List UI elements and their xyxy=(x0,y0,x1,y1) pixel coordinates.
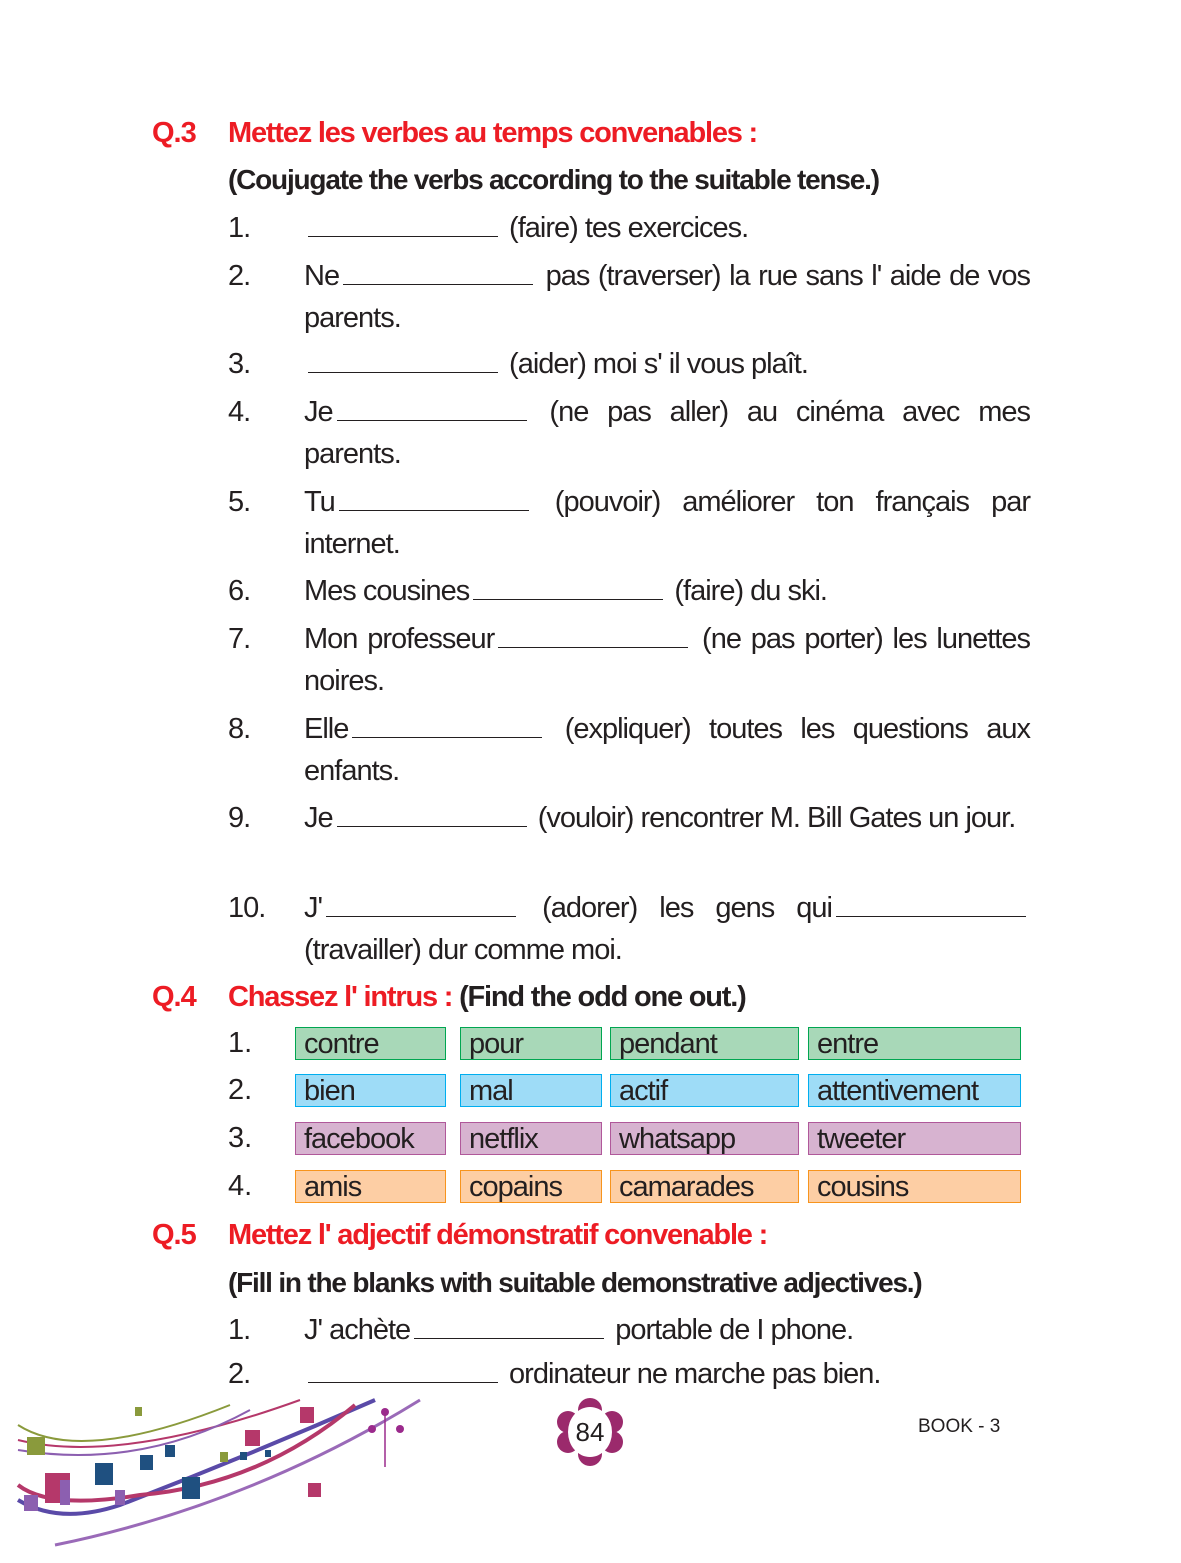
word-option[interactable]: facebook xyxy=(295,1122,446,1155)
exercise-item xyxy=(228,1309,1030,1351)
row-number: 4. xyxy=(228,1170,253,1202)
exercise-item xyxy=(228,391,1030,475)
item-text-part: (ne pas aller) au cinéma avec mes parents. xyxy=(304,396,1030,470)
item-text-part: Je xyxy=(304,802,333,834)
word-option[interactable]: copains xyxy=(460,1170,602,1203)
item-text xyxy=(304,797,1030,839)
item-number: 1. xyxy=(228,1314,251,1346)
word-option[interactable]: contre xyxy=(295,1027,446,1060)
word-option[interactable]: amis xyxy=(295,1170,446,1203)
answer-blank[interactable] xyxy=(836,892,1026,917)
item-number: 3. xyxy=(228,348,251,380)
answer-blank[interactable] xyxy=(337,802,527,827)
answer-blank[interactable] xyxy=(352,713,542,738)
item-number: 9. xyxy=(228,802,251,834)
q4-number: Q.4 xyxy=(152,981,196,1013)
word-option[interactable]: mal xyxy=(460,1074,602,1107)
item-text-part: (expliquer) toutes les questions aux enfants. xyxy=(304,713,1030,787)
answer-blank[interactable] xyxy=(308,1358,498,1383)
item-text xyxy=(304,343,1030,385)
word-option[interactable]: actif xyxy=(610,1074,799,1107)
word-option[interactable]: pour xyxy=(460,1027,602,1060)
item-text-part: ordinateur ne marche pas bien. xyxy=(502,1358,881,1390)
row-number: 3. xyxy=(228,1122,253,1154)
exercise-item xyxy=(228,207,1030,249)
item-text-part: Elle xyxy=(304,713,349,745)
item-text-part: (faire) tes exercices. xyxy=(502,212,749,244)
exercise-item xyxy=(228,708,1030,792)
answer-blank[interactable] xyxy=(343,260,533,285)
item-number: 5. xyxy=(228,486,251,518)
exercise-item xyxy=(228,618,1030,702)
answer-blank[interactable] xyxy=(339,486,529,511)
item-text-part: (vouloir) rencontrer M. Bill Gates un jour. xyxy=(530,802,1016,834)
item-text-part: J' achète xyxy=(304,1314,411,1346)
answer-blank[interactable] xyxy=(308,348,498,373)
word-option[interactable]: tweeter xyxy=(808,1122,1021,1155)
item-text xyxy=(304,481,1030,565)
exercise-item xyxy=(228,570,1030,612)
word-option[interactable]: camarades xyxy=(610,1170,799,1203)
word-option[interactable]: entre xyxy=(808,1027,1021,1060)
item-number: 2. xyxy=(228,1358,251,1390)
q3-number: Q.3 xyxy=(152,117,196,149)
item-number: 8. xyxy=(228,713,251,745)
q4-title xyxy=(228,979,746,1015)
item-text-part: (adorer) les gens qui xyxy=(520,892,832,924)
answer-blank[interactable] xyxy=(473,575,663,600)
q5-subtitle: (Fill in the blanks with suitable demonstrative adjectives.) xyxy=(228,1267,922,1298)
exercise-item xyxy=(228,255,1030,339)
q3-subtitle: (Coujugate the verbs according to the suitable tense.) xyxy=(228,164,879,195)
item-text-part: (travailler) dur comme moi. xyxy=(304,934,622,966)
item-text-part: (faire) du ski. xyxy=(667,575,827,607)
item-number: 2. xyxy=(228,260,251,292)
word-option[interactable]: bien xyxy=(295,1074,446,1107)
item-text-part: Mes cousines xyxy=(304,575,470,607)
word-option[interactable]: netflix xyxy=(460,1122,602,1155)
q5-title: Mettez l' adjectif démonstratif convenable : xyxy=(228,1219,768,1251)
item-text-part: (ne pas porter) les lunettes noires. xyxy=(304,623,1030,697)
word-option[interactable]: pendant xyxy=(610,1027,799,1060)
item-text-part: J' xyxy=(304,892,323,924)
answer-blank[interactable] xyxy=(337,396,527,421)
item-text xyxy=(304,887,1030,971)
item-number: 6. xyxy=(228,575,251,607)
q3-title: Mettez les verbes au temps convenables : xyxy=(228,117,757,149)
answer-blank[interactable] xyxy=(308,212,498,237)
item-text-part: portable de I phone. xyxy=(608,1314,854,1346)
page-number: 84 xyxy=(575,1417,605,1447)
word-option[interactable]: whatsapp xyxy=(610,1122,799,1155)
exercise-item xyxy=(228,481,1030,565)
answer-blank[interactable] xyxy=(326,892,516,917)
word-option[interactable]: attentivement xyxy=(808,1074,1021,1107)
item-text-part: Mon professeur xyxy=(304,623,495,655)
q4-title-fr: Chassez l' intrus : xyxy=(228,981,453,1013)
row-number: 1. xyxy=(228,1027,253,1059)
item-text-part: Je xyxy=(304,396,333,428)
item-text xyxy=(304,570,1030,612)
item-text xyxy=(304,708,1030,792)
item-text xyxy=(304,255,1030,339)
q4-title-en: (Find the odd one out.) xyxy=(459,981,746,1013)
item-text xyxy=(304,391,1030,475)
answer-blank[interactable] xyxy=(414,1314,604,1339)
book-label: BOOK - 3 xyxy=(918,1416,1001,1437)
item-text xyxy=(304,1353,1030,1395)
item-text-part: pas (traverser) la rue sans l' aide de vos parents. xyxy=(304,260,1030,334)
item-text-part: (pouvoir) améliorer ton français par internet. xyxy=(304,486,1030,560)
exercise-item xyxy=(228,887,1030,971)
answer-blank[interactable] xyxy=(498,623,688,648)
item-number: 7. xyxy=(228,623,251,655)
item-text-part: Tu xyxy=(304,486,335,518)
exercise-item xyxy=(228,797,1030,839)
item-number: 10. xyxy=(228,892,266,924)
exercise-item xyxy=(228,1353,1030,1395)
item-number: 1. xyxy=(228,212,251,244)
item-text xyxy=(304,207,1030,249)
item-text xyxy=(304,618,1030,702)
item-text xyxy=(304,1309,1030,1351)
decorative-swirl-illustration xyxy=(0,1395,440,1555)
item-text-part: Ne xyxy=(304,260,340,292)
exercise-item xyxy=(228,343,1030,385)
q5-number: Q.5 xyxy=(152,1219,196,1251)
row-number: 2. xyxy=(228,1074,253,1106)
item-number: 4. xyxy=(228,396,251,428)
word-option[interactable]: cousins xyxy=(808,1170,1021,1203)
item-text-part: (aider) moi s' il vous plaît. xyxy=(502,348,808,380)
